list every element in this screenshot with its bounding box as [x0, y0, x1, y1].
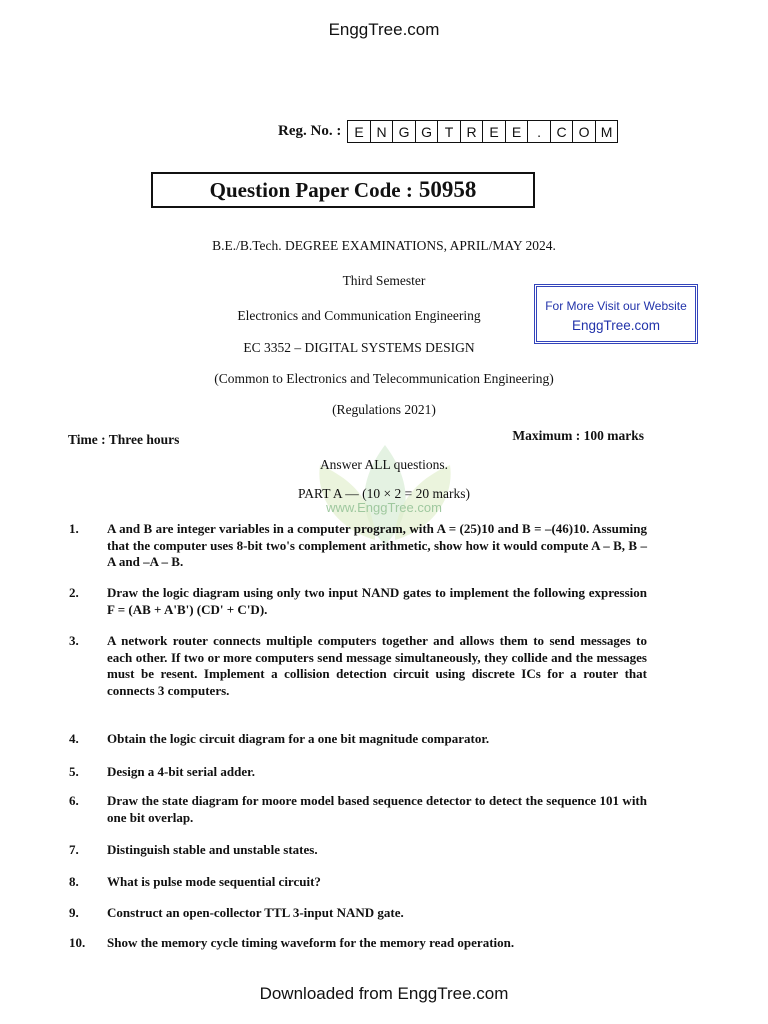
reg-no-box: N [371, 121, 394, 142]
reg-no-box: . [528, 121, 551, 142]
question-item [69, 874, 647, 891]
question-text: Draw the state diagram for moore model based sequence detector to detect the sequence 101 with one bit overlap. [107, 793, 647, 825]
question-item [69, 905, 647, 922]
maximum-marks: Maximum : 100 marks [512, 428, 644, 443]
degree-line: B.E./B.Tech. DEGREE EXAMINATIONS, APRIL/MAY 2024. [212, 238, 556, 253]
question-item [69, 633, 647, 699]
reg-no-label: Reg. No. : [278, 123, 342, 139]
subject-line: EC 3352 – DIGITAL SYSTEMS DESIGN [243, 340, 475, 355]
site-header: EnggTree.com [328, 20, 440, 39]
question-text: Show the memory cycle timing waveform for the memory read operation. [107, 935, 515, 950]
question-text: Design a 4-bit serial adder. [107, 764, 255, 779]
reg-no-box: M [600, 123, 613, 140]
question-item [69, 585, 647, 618]
visit-box-line1: For More Visit our Website [545, 299, 687, 313]
question-text: Draw the logic diagram using only two input NAND gates to implement the following expression F = (AB + A'B') (CD' + C'D). [107, 585, 647, 617]
question-item [69, 842, 647, 859]
question-number: 6. [69, 793, 79, 808]
reg-no-box: O [573, 121, 596, 142]
reg-no-boxes [347, 120, 618, 143]
time-duration: Time : Three hours [68, 432, 180, 447]
reg-no-box: G [393, 121, 416, 142]
question-item [69, 793, 647, 826]
question-number: 9. [69, 905, 79, 920]
reg-no-box: C [551, 121, 574, 142]
question-item [69, 521, 647, 571]
question-paper-code-box [151, 172, 535, 208]
reg-no-box: G [416, 121, 439, 142]
visit-box-line2: EnggTree.com [571, 318, 661, 333]
question-number: 1. [69, 521, 79, 536]
question-text: What is pulse mode sequential circuit? [107, 874, 321, 889]
reg-no-box: T [438, 121, 461, 142]
question-text: Construct an open-collector TTL 3-input NAND gate. [107, 905, 404, 920]
common-line: (Common to Electronics and Telecommunication Engineering) [214, 371, 554, 386]
question-item [69, 935, 647, 952]
question-number: 7. [69, 842, 79, 857]
regulations-line: (Regulations 2021) [332, 402, 436, 417]
reg-no-box: E [506, 121, 529, 142]
question-text: Distinguish stable and unstable states. [107, 842, 318, 857]
question-number: 10. [69, 935, 86, 950]
question-item [69, 731, 647, 748]
reg-no-box: E [483, 121, 506, 142]
question-number: 4. [69, 731, 79, 746]
part-a-heading: PART A — (10 × 2 = 20 marks) [298, 486, 470, 501]
reg-no-box: E [348, 121, 371, 142]
department-line: Electronics and Communication Engineering [237, 308, 481, 323]
question-text: A network router connects multiple computers together and allows them to send messages to each other. If two or more computers send message simultaneously, they collide and the messages must be resent. Implement a collision detection circuit using discrete ICs for a router that connects 3 computers. [107, 633, 647, 698]
question-number: 5. [69, 764, 79, 779]
question-number: 8. [69, 874, 79, 889]
question-number: 3. [69, 633, 79, 648]
semester-line: Third Semester [342, 273, 426, 288]
question-text: Obtain the logic circuit diagram for a one bit magnitude comparator. [107, 731, 490, 746]
instruction-line: Answer ALL questions. [319, 457, 449, 472]
question-text: A and B are integer variables in a computer program, with A = (25)10 and B = –(46)10. Assuming that the computer uses 8-bit two's complement arithmetic, show how it would compute A – B, B – A and –A – B. [107, 521, 647, 569]
site-footer: Downloaded from EnggTree.com [259, 984, 509, 1003]
question-paper-code-label: Question Paper Code : [209, 177, 413, 202]
reg-no-box: R [461, 121, 484, 142]
question-item [69, 764, 647, 781]
visit-website-box [534, 284, 698, 344]
watermark-text: www.EnggTree.com [326, 500, 442, 515]
question-paper-code: 50958 [418, 177, 477, 202]
question-number: 2. [69, 585, 79, 600]
reg-no [278, 120, 618, 143]
